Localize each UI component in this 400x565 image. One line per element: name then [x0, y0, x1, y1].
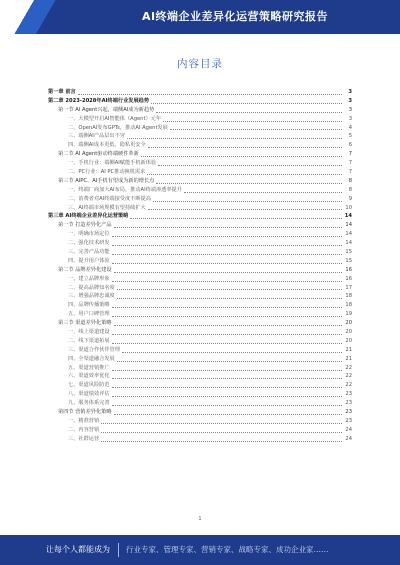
toc-entry-page: 3	[348, 88, 352, 95]
toc-leader-dots	[117, 360, 342, 362]
toc-leader-dots	[112, 333, 342, 335]
toc-entry-page: 14	[345, 231, 352, 238]
toc-entry-label: 五、渠道营销推广	[68, 364, 110, 371]
toc-leader-dots	[112, 395, 342, 397]
toc-entry[interactable]	[48, 408, 352, 417]
toc-entry-label: 二、OpenAI发布GPTs，推动AI Agent发展	[68, 124, 168, 131]
toc-entry[interactable]	[48, 177, 352, 186]
toc-entry-label: 二、线下渠道拓展	[68, 337, 110, 344]
toc-entry[interactable]	[48, 186, 352, 195]
toc-leader-dots	[151, 102, 342, 104]
toc-entry-label: 五、用户口碑管理	[68, 311, 110, 318]
toc-entry-page: 17	[345, 284, 352, 291]
toc-entry-page: 24	[345, 426, 352, 433]
toc-entry-page: 21	[345, 355, 352, 362]
toc-entry-page: 23	[345, 409, 352, 416]
toc-leader-dots	[127, 137, 342, 139]
toc-entry-page: 15	[345, 257, 352, 264]
toc-entry-label: 三、社群运营	[68, 435, 100, 442]
toc-entry-page: 7	[348, 151, 352, 158]
toc-leader-dots	[147, 173, 342, 175]
toc-entry-page: 7	[348, 160, 352, 167]
toc-leader-dots	[101, 440, 342, 442]
toc-entry-page: 23	[345, 417, 352, 424]
toc-entry-label: 三、AI终端市场规模有望持续扩大	[68, 204, 146, 211]
toc-entry[interactable]	[48, 417, 352, 426]
toc-entry[interactable]	[48, 292, 352, 301]
toc-entry-label: 四、端侧AI成本更低，隐私更安全	[68, 142, 146, 149]
toc-entry-label: 第三章 AI终端企业差异化运营策略	[48, 213, 129, 220]
toc-entry-page: 14	[345, 222, 352, 229]
toc-entry[interactable]	[48, 390, 352, 399]
toc-entry[interactable]	[48, 132, 352, 141]
toc-entry-label: 二、提高品牌知名度	[68, 284, 115, 291]
toc-entry-label: 第四节 营销差异化策略	[58, 409, 112, 416]
toc-leader-dots	[148, 146, 342, 148]
toc-entry-page: 3	[348, 97, 352, 104]
toc-entry-label: 一、精准营销	[68, 417, 100, 424]
toc-entry[interactable]	[48, 355, 352, 364]
toc-entry-page: 18	[345, 302, 352, 309]
toc-leader-dots	[156, 182, 342, 184]
toc-heading: 内容目录	[177, 58, 223, 70]
toc-entry[interactable]	[48, 221, 352, 230]
footer-slogan: 让每个人都能成为	[46, 545, 110, 554]
toc-entry-label: 第二节 AI Agent驱动终端硬件革新	[58, 151, 139, 158]
toc-entry-page: 20	[345, 337, 352, 344]
toc-entry-page: 21	[345, 346, 352, 353]
toc-leader-dots	[112, 386, 342, 388]
toc-leader-dots	[117, 297, 342, 299]
toc-entry-label: 第三节 渠道差异化策略	[58, 320, 112, 327]
toc-leader-dots	[112, 280, 342, 282]
toc-entry-page: 15	[345, 249, 352, 256]
toc-entry-page: 20	[345, 329, 352, 336]
toc-leader-dots	[101, 431, 342, 433]
footer-bar	[0, 535, 400, 565]
toc-entry[interactable]	[48, 106, 352, 115]
toc-leader-dots	[184, 191, 342, 193]
toc-entry-page: 19	[345, 311, 352, 318]
toc-entry-page: 5	[348, 133, 352, 140]
toc-leader-dots	[114, 226, 342, 228]
toc-entry-page: 16	[345, 275, 352, 282]
toc-leader-dots	[112, 253, 342, 255]
toc-entry-label: 二、强化技术研发	[68, 240, 110, 247]
toc-entry[interactable]	[48, 373, 352, 382]
toc-entry-label: 第一章 前言	[48, 88, 76, 95]
toc-leader-dots	[112, 244, 342, 246]
report-title: AI终端企业差异化运营策略研究报告	[141, 10, 329, 23]
toc-leader-dots	[112, 369, 342, 371]
toc-entry[interactable]	[48, 141, 352, 150]
toc-entry-label: 三、端侧AI产品层出不穷	[68, 133, 125, 140]
toc-entry-page: 24	[345, 435, 352, 442]
toc-entry[interactable]	[48, 195, 352, 204]
toc-entry[interactable]	[48, 310, 352, 319]
table-of-contents	[48, 88, 352, 444]
toc-entry-label: 第一节 打造差异化产品	[58, 222, 112, 229]
toc-leader-dots	[141, 155, 342, 157]
toc-entry-page: 6	[348, 142, 352, 149]
toc-entry-page: 18	[345, 293, 352, 300]
toc-entry[interactable]	[48, 381, 352, 390]
toc-entry-page: 23	[345, 400, 352, 407]
toc-entry[interactable]	[48, 212, 352, 221]
header-logo-shape	[0, 0, 70, 34]
toc-leader-dots	[117, 288, 342, 290]
toc-entry-label: 四、提升用户体验	[68, 257, 110, 264]
toc-entry[interactable]	[48, 150, 352, 159]
toc-leader-dots	[170, 128, 342, 130]
toc-entry[interactable]	[48, 328, 352, 337]
toc-entry[interactable]	[48, 239, 352, 248]
toc-entry[interactable]	[48, 159, 352, 168]
toc-entry[interactable]	[48, 230, 352, 239]
toc-entry[interactable]	[48, 426, 352, 435]
toc-entry-page: 20	[345, 320, 352, 327]
toc-entry-label: 一、手机行业：端侧AI赋能手机新体验	[68, 160, 157, 167]
toc-entry-label: 四、品牌传播策略	[68, 302, 110, 309]
toc-entry-label: 第二节 品牌差异化建设	[58, 266, 112, 273]
toc-entry-label: 一、线上渠道建设	[68, 329, 110, 336]
toc-leader-dots	[114, 324, 342, 326]
toc-entry-page: 22	[345, 364, 352, 371]
toc-entry-label: 二、PC行业：AI PC推动换机需求	[68, 169, 146, 175]
toc-entry[interactable]	[48, 275, 352, 284]
toc-entry[interactable]	[48, 346, 352, 355]
toc-entry[interactable]	[48, 115, 352, 124]
toc-entry-page: 7	[348, 169, 352, 175]
toc-leader-dots	[130, 217, 342, 219]
toc-entry-page: 3	[348, 106, 352, 113]
toc-entry-label: 第一节 AI Agent兴起，端侧AI成为新趋势	[58, 106, 155, 113]
toc-leader-dots	[114, 413, 342, 415]
toc-leader-dots	[112, 235, 342, 237]
toc-leader-dots	[122, 351, 342, 353]
toc-entry-page: 16	[345, 266, 352, 273]
toc-entry-label: 一、大模型开启AI智能体（Agent）元年	[68, 115, 162, 122]
toc-entry-page: 4	[348, 124, 352, 131]
toc-entry[interactable]	[48, 399, 352, 408]
toc-leader-dots	[148, 208, 342, 210]
toc-leader-dots	[112, 377, 342, 379]
toc-entry-page: 22	[345, 373, 352, 380]
toc-leader-dots	[78, 93, 342, 95]
toc-entry-label: 三、增强品牌忠诚度	[68, 293, 115, 300]
toc-leader-dots	[112, 315, 342, 317]
toc-entry-page: 8	[348, 177, 352, 184]
toc-leader-dots	[112, 404, 342, 406]
toc-entry-label: 第二章 2023-2028年AI终端行业发展趋势	[48, 97, 150, 104]
toc-leader-dots	[158, 164, 342, 166]
toc-entry[interactable]	[48, 364, 352, 373]
toc-leader-dots	[156, 111, 342, 113]
toc-entry-label: 九、服务体系完善	[68, 400, 110, 407]
toc-entry[interactable]	[48, 168, 352, 177]
toc-entry-page: 22	[345, 382, 352, 389]
toc-entry-page: 8	[348, 186, 352, 193]
footer-divider	[118, 543, 119, 557]
toc-entry-page: 3	[348, 115, 352, 122]
toc-entry[interactable]	[48, 257, 352, 266]
toc-entry[interactable]	[48, 97, 352, 106]
toc-entry-page: 14	[345, 240, 352, 247]
header-bar	[0, 0, 400, 34]
toc-entry-label: 三、渠道合作伙伴管理	[68, 346, 120, 353]
toc-entry[interactable]	[48, 124, 352, 133]
toc-entry-label: 四、全渠道融合发展	[68, 355, 115, 362]
toc-entry-label: 一、明确市场定位	[68, 231, 110, 238]
toc-entry-page: 14	[344, 213, 352, 220]
footer-tagline: 行业专家、管理专家、营销专家、战略专家、成功企业家……	[126, 545, 329, 554]
toc-entry-label: 一、终端厂商加大AI布局，推动AI终端渗透率提升	[68, 186, 182, 193]
toc-entry-label: 七、渠道风险防范	[68, 382, 110, 389]
toc-leader-dots	[114, 271, 342, 273]
toc-leader-dots	[153, 200, 342, 202]
toc-entry-page: 10	[345, 204, 352, 211]
toc-entry-label: 一、建立品牌形象	[68, 275, 110, 282]
toc-entry[interactable]	[48, 204, 352, 213]
toc-entry-label: 第三节 AIPC、AI手机有望成为新的增长点	[58, 177, 155, 184]
toc-entry[interactable]	[48, 284, 352, 293]
toc-entry[interactable]	[48, 319, 352, 328]
toc-leader-dots	[112, 342, 342, 344]
toc-entry[interactable]	[48, 88, 352, 97]
toc-leader-dots	[163, 120, 342, 122]
toc-entry[interactable]	[48, 301, 352, 310]
toc-entry-label: 二、消费者对AI终端接受度不断提高	[68, 195, 151, 202]
toc-entry-label: 六、渠道效率优化	[68, 373, 110, 380]
toc-entry-label: 三、完善产品功能	[68, 249, 110, 256]
toc-entry-label: 八、渠道绩效评估	[68, 391, 110, 398]
toc-entry-page: 9	[348, 195, 352, 202]
page-number: 1	[198, 516, 202, 522]
toc-leader-dots	[112, 262, 342, 264]
toc-leader-dots	[112, 306, 342, 308]
toc-entry[interactable]	[48, 337, 352, 346]
toc-entry-page: 23	[345, 391, 352, 398]
toc-entry[interactable]	[48, 435, 352, 444]
toc-entry[interactable]	[48, 248, 352, 257]
toc-leader-dots	[101, 422, 342, 424]
toc-entry-label: 二、内容营销	[68, 426, 100, 433]
toc-entry[interactable]	[48, 266, 352, 275]
